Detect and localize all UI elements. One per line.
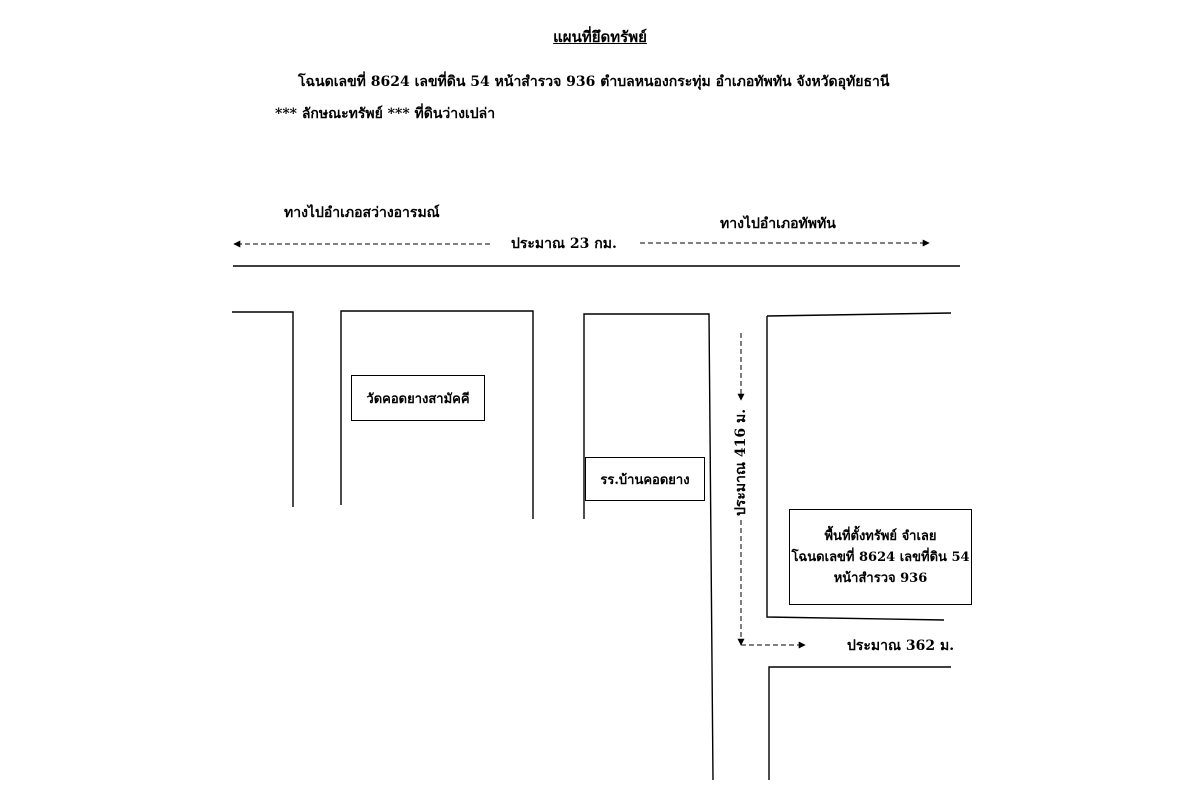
deed-info: โฉนดเลขที่ 8624 เลขที่ดิน 54 หน้าสำรวจ 936 ตำบลหนองกระทุ่ม อำเภอทัพทัน จังหวัดอุทัยธานี [298,74,890,90]
branch-distance: ประมาณ 362 ม. [847,638,955,654]
block-left-edge [232,312,293,507]
block-site [767,313,951,316]
property-type: *** ลักษณะทรัพย์ *** ที่ดินว่างเปล่า [275,106,496,122]
school-landmark [585,457,705,501]
site-line-1: พื้นที่ตั้งทรัพย์ จำเลย [824,528,937,544]
map-title: แผนที่ยึดทรัพย์ [553,28,647,46]
main-road-distance: ประมาณ 23 กม. [511,236,617,252]
block-school [584,314,713,780]
site-line-2: โฉนดเลขที่ 8624 เลขที่ดิน 54 [791,549,970,565]
site-line-3: หน้าสำรวจ 936 [833,570,928,586]
direction-right-label: ทางไปอำเภอทัพทัน [720,216,836,232]
school-label: รร.บ้านคอดยาง [600,472,690,488]
block-bottom [769,667,951,780]
direction-left-label: ทางไปอำเภอสว่างอารมณ์ [284,205,440,221]
side-road-distance: ประมาณ 416 ม. [733,408,749,516]
temple-landmark [351,375,485,421]
temple-label: วัดคอดยางสามัคคี [366,391,470,407]
property-site-box [789,509,972,605]
